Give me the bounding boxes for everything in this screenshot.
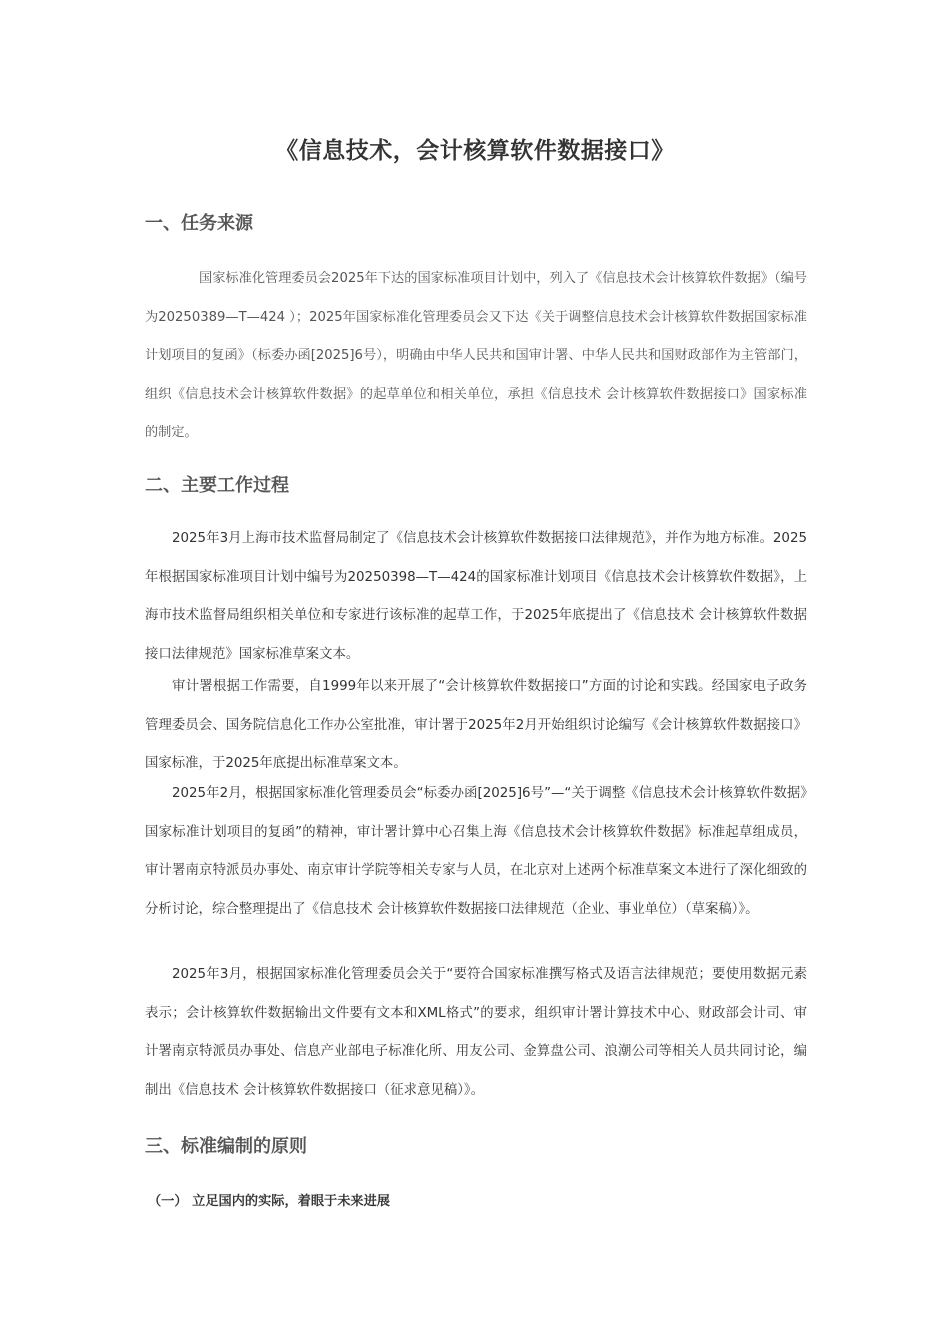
paragraph-task-source: 国家标准化管理委员会2025年下达的国家标准项目计划中，列入了《信息技术会计核算软件数据》（编号为20250389—T—424 ）；2025年国家标准化管理委员会又下达《关于调整信息技术会计核算软件数据国家标准计划项目的复函》（标委办函[2025]6号），明确由中华人民共和国审计署、中华人民共和国财政部作为主管部门，组织《信息技术会计核算软件数据》的起草单位和相关单位，承担《信息技术 会计核算软件数据接口》国家标准的制定。 bbox=[145, 271, 807, 441]
subheading-principle-1: （一） 立足国内的实际，着眼于未来进展 bbox=[148, 1194, 390, 1209]
section-heading-principles: 三、标准编制的原则 bbox=[145, 1136, 307, 1157]
paragraph-work-process-3: 2025年2月，根据国家标准化管理委员会“标委办函[2025]6号”—“关于调整《信息技术会计核算软件数据》国家标准计划项目的复函”的精神，审计署计算中心召集上海《信息技术会计核算软件数据》标准起草组成员，审计署南京特派员办事处、南京审计学院等相关专家与人员，在北京对上述两个标准草案文本进行了深化细致的分析讨论，综合整理提出了《信息技术 会计核算软件数据接口法律规范（企业、事业单位）（草案稿）》。 bbox=[145, 786, 807, 918]
document-title: 《信息技术，会计核算软件数据接口》 bbox=[275, 138, 675, 164]
paragraph-work-process-4: 2025年3月，根据国家标准化管理委员会关于“要符合国家标准撰写格式及语言法律规范；要使用数据元素表示；会计核算软件数据输出文件要有文本和XML格式”的要求，组织审计署计算技术中心、财政部会计司、审计署南京特派员办事处、信息产业部电子标准化所、用友公司、金算盘公司、浪潮公司等相关人员共同讨论，编制出《信息技术 会计核算软件数据接口（征求意见稿）》。 bbox=[145, 967, 807, 1099]
paragraph-work-process-1: 2025年3月上海市技术监督局制定了《信息技术会计核算软件数据接口法律规范》，并作为地方标准。2025年根据国家标准项目计划中编号为20250398—T—424的国家标准计划项目《信息技术会计核算软件数据》，上海市技术监督局组织相关单位和专家进行该标准的起草工作，于2025年底提出了《信息技术 会计核算软件数据接口法律规范》国家标准草案文本。 bbox=[145, 531, 807, 663]
paragraph-work-process-2: 审计署根据工作需要，自1999年以来开展了“会计核算软件数据接口”方面的讨论和实践。经国家电子政务管理委员会、国务院信息化工作办公室批准，审计署于2025年2月开始组织讨论编写《会计核算软件数据接口》国家标准，于2025年底提出标准草案文本。 bbox=[145, 679, 807, 772]
section-heading-task-source: 一、任务来源 bbox=[145, 213, 253, 234]
section-heading-work-process: 二、主要工作过程 bbox=[145, 475, 289, 496]
